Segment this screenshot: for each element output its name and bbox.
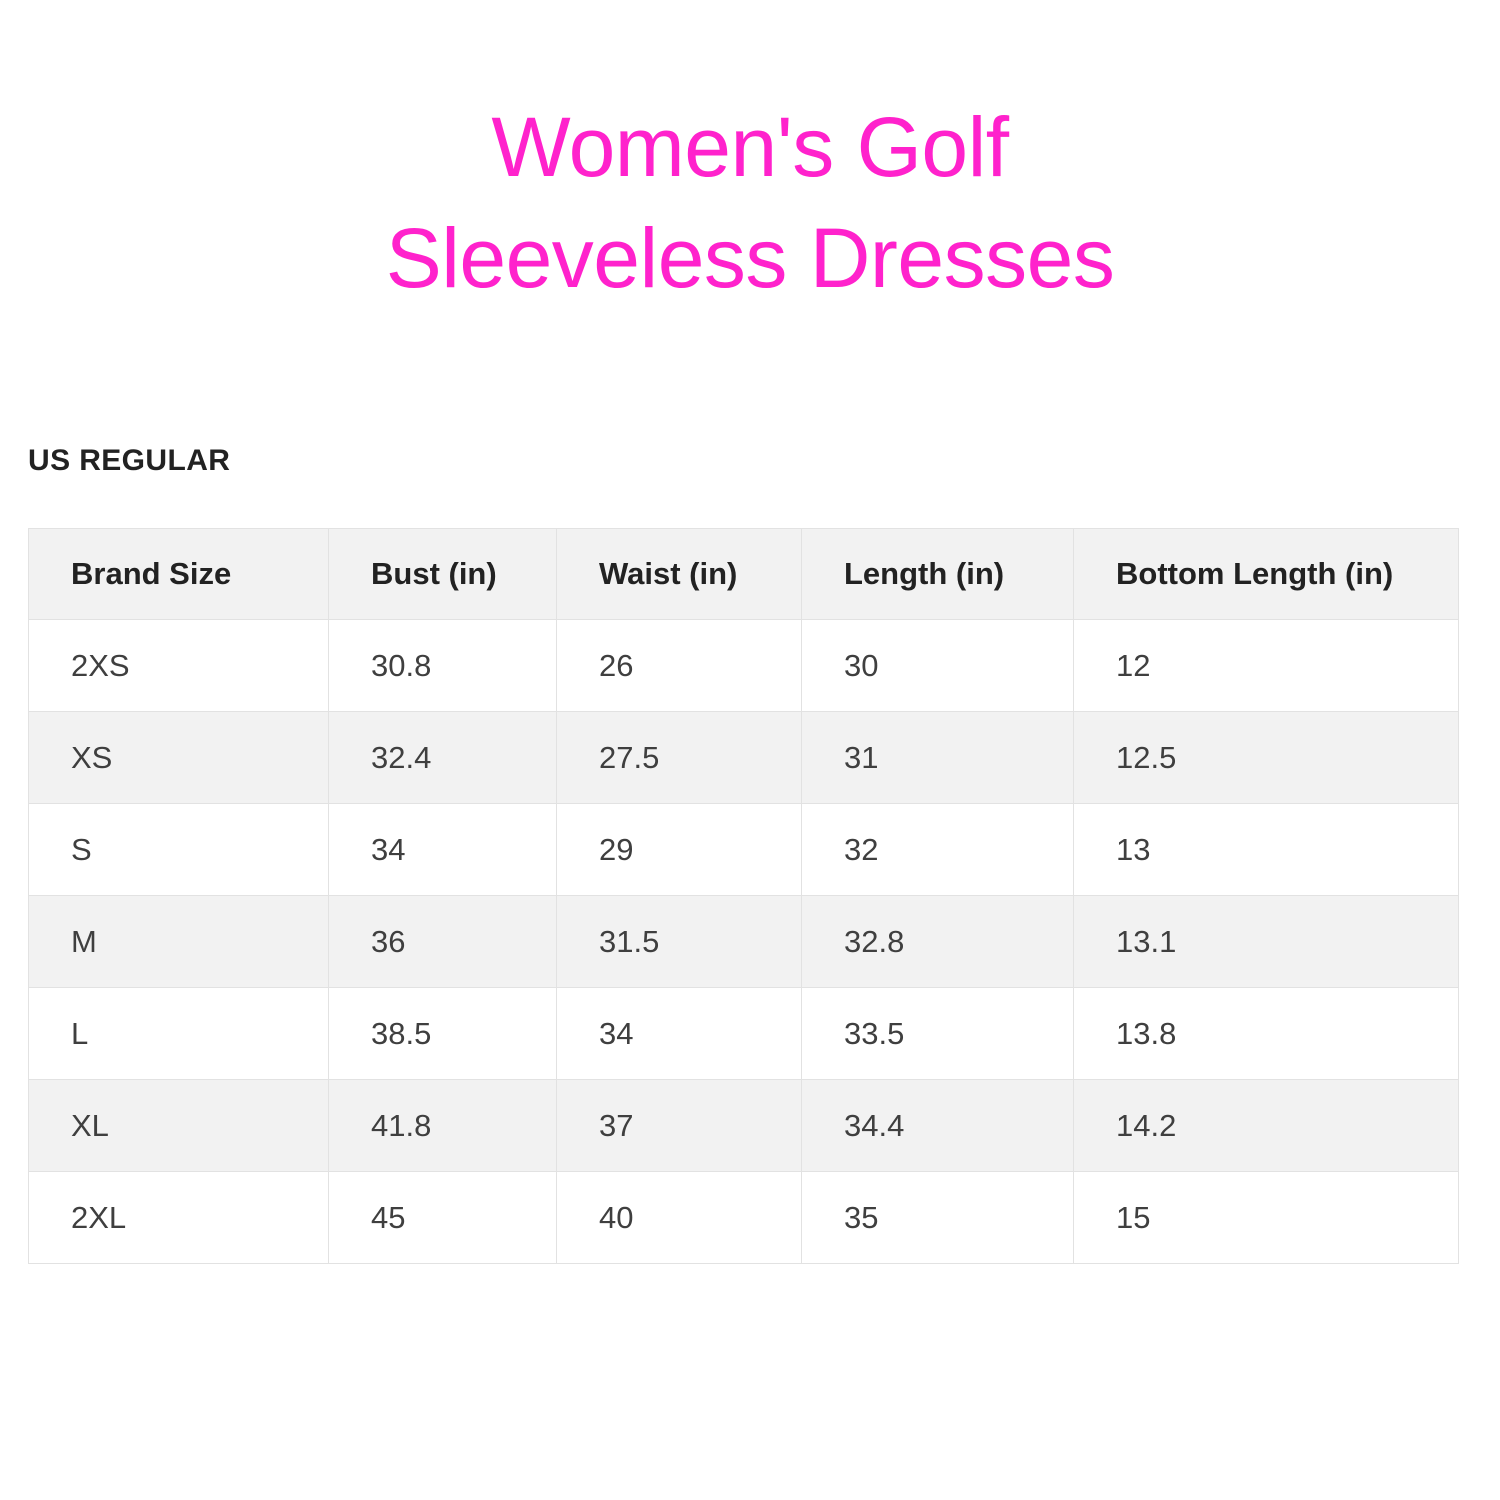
column-header-waist: Waist (in) bbox=[557, 529, 802, 620]
table-body bbox=[29, 620, 1459, 1264]
cell-brand-size: M bbox=[29, 896, 329, 988]
table-row bbox=[29, 1080, 1459, 1172]
table-header-row bbox=[29, 529, 1459, 620]
cell-waist: 26 bbox=[557, 620, 802, 712]
cell-bottom-length: 13.8 bbox=[1074, 988, 1459, 1080]
column-header-length: Length (in) bbox=[802, 529, 1074, 620]
cell-brand-size: 2XL bbox=[29, 1172, 329, 1264]
cell-brand-size: 2XS bbox=[29, 620, 329, 712]
column-header-brand-size: Brand Size bbox=[29, 529, 329, 620]
cell-bust: 36 bbox=[329, 896, 557, 988]
section-label: US REGULAR bbox=[28, 444, 231, 477]
page-title-line-1: Women's Golf bbox=[491, 100, 1009, 194]
cell-bust: 30.8 bbox=[329, 620, 557, 712]
cell-bottom-length: 15 bbox=[1074, 1172, 1459, 1264]
table-row bbox=[29, 1172, 1459, 1264]
cell-waist: 34 bbox=[557, 988, 802, 1080]
page-title-line-2: Sleeveless Dresses bbox=[385, 210, 1115, 305]
cell-length: 31 bbox=[802, 712, 1074, 804]
table-row bbox=[29, 804, 1459, 896]
cell-length: 30 bbox=[802, 620, 1074, 712]
cell-waist: 37 bbox=[557, 1080, 802, 1172]
cell-bust: 38.5 bbox=[329, 988, 557, 1080]
cell-bottom-length: 14.2 bbox=[1074, 1080, 1459, 1172]
size-chart-table bbox=[28, 528, 1459, 1264]
cell-waist: 31.5 bbox=[557, 896, 802, 988]
cell-waist: 27.5 bbox=[557, 712, 802, 804]
cell-bottom-length: 13 bbox=[1074, 804, 1459, 896]
cell-bottom-length: 12.5 bbox=[1074, 712, 1459, 804]
cell-bust: 32.4 bbox=[329, 712, 557, 804]
cell-length: 33.5 bbox=[802, 988, 1074, 1080]
page-title bbox=[0, 0, 1500, 314]
table-header bbox=[29, 529, 1459, 620]
cell-waist: 40 bbox=[557, 1172, 802, 1264]
cell-waist: 29 bbox=[557, 804, 802, 896]
cell-bust: 34 bbox=[329, 804, 557, 896]
cell-bust: 41.8 bbox=[329, 1080, 557, 1172]
cell-brand-size: L bbox=[29, 988, 329, 1080]
column-header-bust: Bust (in) bbox=[329, 529, 557, 620]
cell-length: 35 bbox=[802, 1172, 1074, 1264]
table-row bbox=[29, 712, 1459, 804]
table-row bbox=[29, 988, 1459, 1080]
cell-length: 32.8 bbox=[802, 896, 1074, 988]
cell-bottom-length: 13.1 bbox=[1074, 896, 1459, 988]
size-chart-table-wrap bbox=[28, 528, 1458, 1264]
cell-length: 32 bbox=[802, 804, 1074, 896]
table-row bbox=[29, 896, 1459, 988]
cell-bust: 45 bbox=[329, 1172, 557, 1264]
cell-brand-size: S bbox=[29, 804, 329, 896]
column-header-bottom-length: Bottom Length (in) bbox=[1074, 529, 1459, 620]
cell-length: 34.4 bbox=[802, 1080, 1074, 1172]
cell-brand-size: XL bbox=[29, 1080, 329, 1172]
cell-brand-size: XS bbox=[29, 712, 329, 804]
cell-bottom-length: 12 bbox=[1074, 620, 1459, 712]
table-row bbox=[29, 620, 1459, 712]
